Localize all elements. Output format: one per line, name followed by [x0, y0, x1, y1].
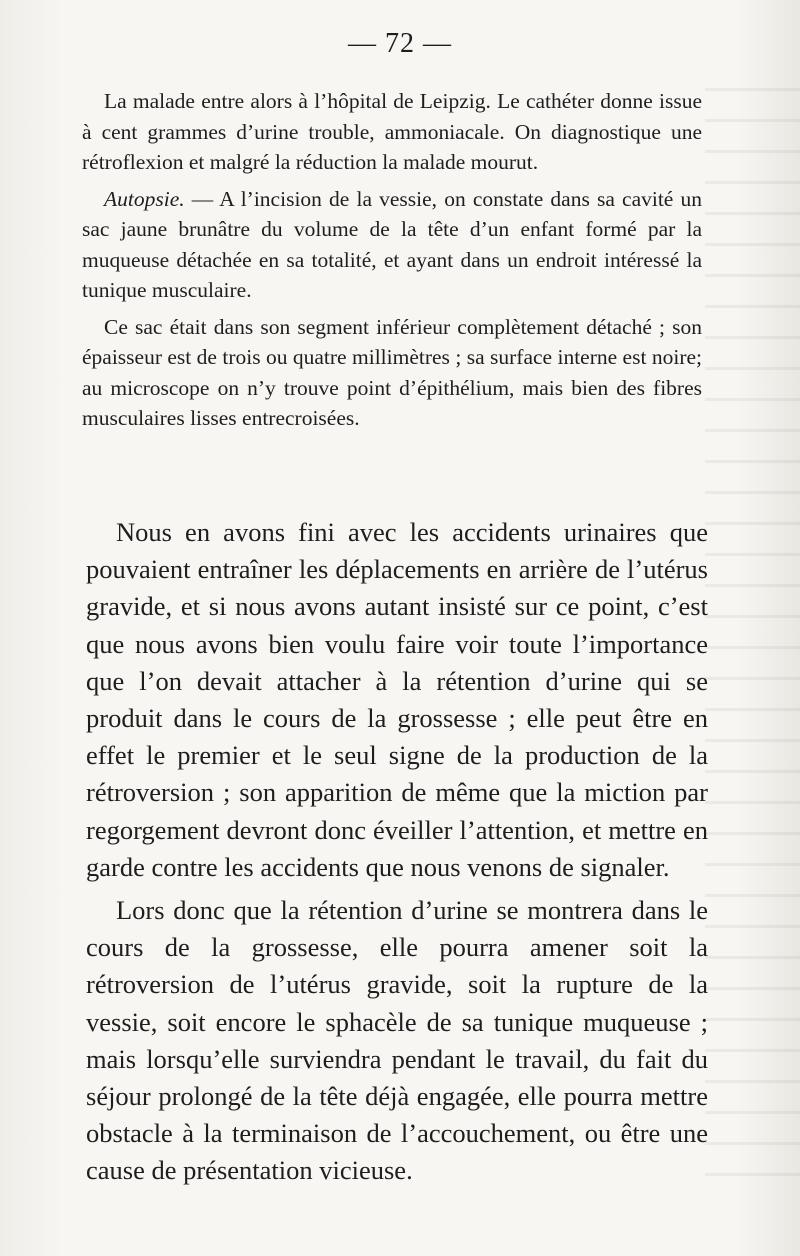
paragraph-text: Nous en avons fini avec les accidents urinaires que pouvaient entraîner les déplacements en arrière de l’utérus gravide, et si nous avons autant insisté sur ce point, c’est que nous avons bien voulu faire voir toute l’importance que l’on devait attacher à la rétention d’urine qui se produit dans le cours de la grossesse ; elle peut être en effet le premier et le seul signe de la production de la rétroversion ; son apparition de même que la miction par regorgement devront donc éveiller l’attention, et mettre en garde contre les accidents que nous venons de signaler. [86, 517, 708, 882]
case-paragraph-admission [82, 86, 702, 178]
paragraph-text: La malade entre alors à l’hôpital de Leipzig. Le cathéter donne issue à cent grammes d’urine trouble, ammoniacale. On diagnostique une rétroflexion et malgré la réduction la malade mourut. [82, 89, 702, 174]
page-number: — 72 — [348, 28, 452, 59]
discussion-section [86, 514, 708, 1190]
paragraph-text: — A l’incision de la vessie, on constate dans sa cavité un sac jaune brunâtre du volume de la tête d’un enfant formé par la muqueuse détachée en sa totalité, et ayant dans un endroit intéressé la tunique musculaire. [82, 186, 702, 302]
paragraph-text: Ce sac était dans son segment inférieur complètement détaché ; son épaisseur est de trois ou quatre millimètres ; sa surface interne est noire; au microscope on n’y trouve point d’épithélium, mais bien des fibres musculaires lisses entrecroisées. [82, 314, 702, 430]
autopsy-label: Autopsie. [104, 186, 185, 211]
discussion-paragraph-retention [86, 892, 708, 1190]
case-paragraph-findings [82, 312, 702, 434]
case-paragraph-autopsy [82, 184, 702, 306]
paragraph-text: Lors donc que la rétention d’urine se montrera dans le cours de la grossesse, elle pourra amener soit la rétroversion de l’utérus gravide, soit la rupture de la vessie, soit encore le sphacèle de sa tunique muqueuse ; mais lorsqu’elle surviendra pendant le travail, du fait du séjour prolongé de la tête déjà engagée, elle pourra mettre obstacle à la terminaison de l’accouchement, ou être une cause de présentation vicieuse. [86, 895, 708, 1186]
show-through-shadow [705, 60, 800, 1200]
discussion-paragraph-urinary-accidents [86, 514, 708, 886]
case-report-section [82, 86, 702, 434]
